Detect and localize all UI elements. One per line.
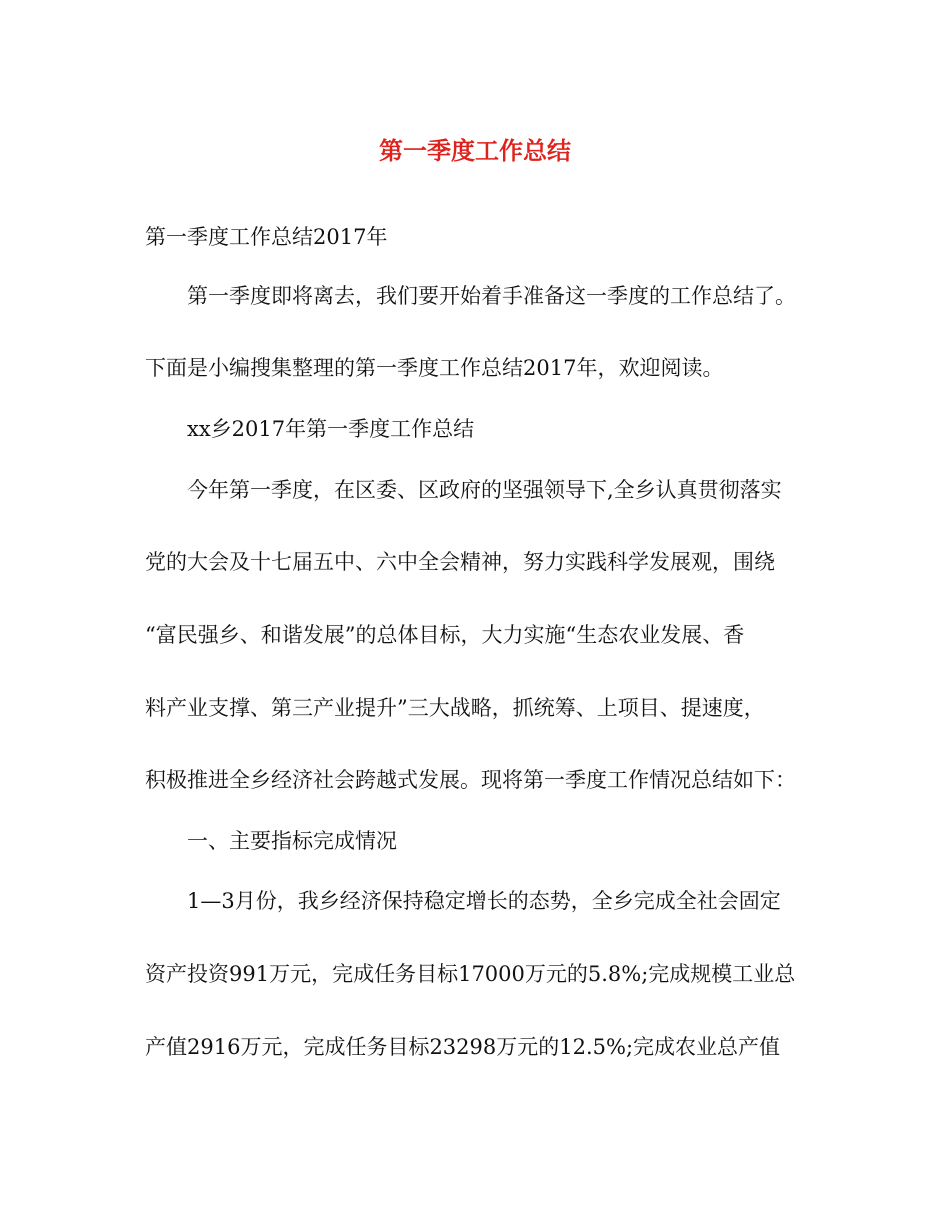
paragraph-line: 资产投资991万元，完成任务目标17000万元的5.8%;完成规模工业总 bbox=[145, 962, 796, 986]
paragraph-line: 第一季度即将离去，我们要开始着手准备这一季度的工作总结了。 bbox=[187, 284, 796, 308]
paragraph-line: 积极推进全乡经济社会跨越式发展。现将第一季度工作情况总结如下： bbox=[145, 768, 796, 792]
paragraph-line: 下面是小编搜集整理的第一季度工作总结2017年，欢迎阅读。 bbox=[145, 356, 724, 380]
paragraph-line: 党的大会及十七届五中、六中全会精神，努力实践科学发展观，围绕 bbox=[145, 550, 775, 574]
subtitle-line: 第一季度工作总结2017年 bbox=[145, 225, 388, 249]
paragraph-line: “富民强乡、和谐发展”的总体目标，大力实施“生态农业发展、香 bbox=[145, 623, 745, 647]
paragraph-line: 1—3月份，我乡经济保持稳定增长的态势，全乡完成全社会固定 bbox=[187, 889, 781, 913]
paragraph-line: 产值2916万元，完成任务目标23298万元的12.5%;完成农业总产值 bbox=[145, 1035, 781, 1059]
paragraph-line: 今年第一季度，在区委、区政府的坚强领导下,全乡认真贯彻落实 bbox=[187, 478, 782, 502]
section-heading: xx乡2017年第一季度工作总结 bbox=[187, 417, 475, 441]
section-heading: 一、主要指标完成情况 bbox=[187, 829, 397, 853]
document-title: 第一季度工作总结 bbox=[379, 136, 571, 165]
paragraph-line: 料产业支撑、第三产业提升”三大战略，抓统筹、上项目、提速度， bbox=[145, 696, 765, 720]
